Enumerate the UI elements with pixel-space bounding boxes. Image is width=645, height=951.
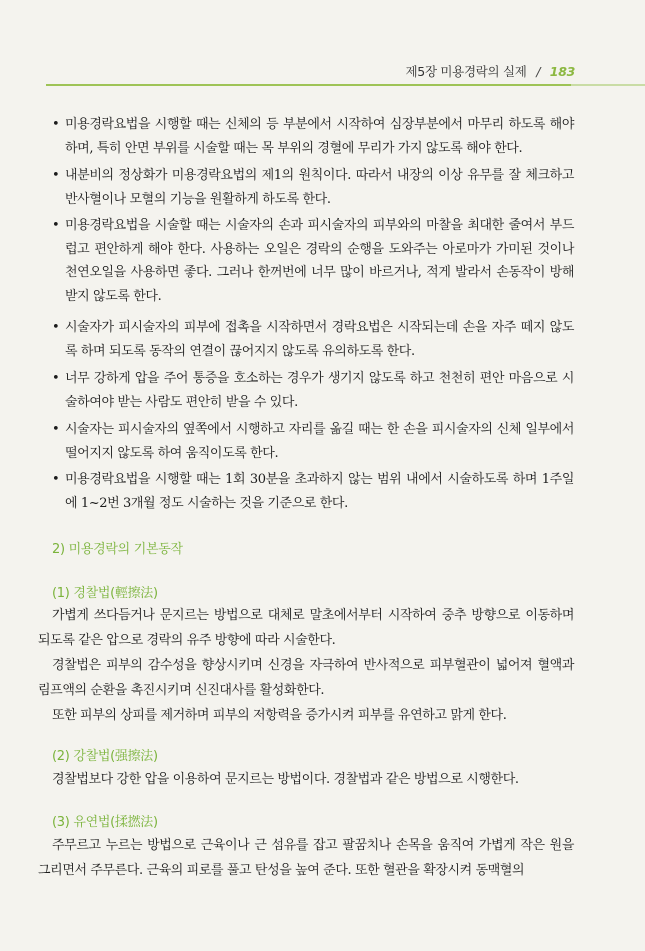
paragraph: 주무르고 누르는 방법으로 근육이나 근 섬유를 잡고 팔꿈치나 손목을 움직여 가볍게 작은 원을 그리면서 주무른다. 근육의 피로를 풀고 탄성을 높여 준다. 또한 혈관을 확장시켜 동맥혈의: [38, 838, 574, 878]
bullet-item: [52, 367, 574, 414]
paragraph: 가볍게 쓰다듬거나 문지르는 방법으로 대체로 말초에서부터 시작하여 중추 방향으로 이동하며 되도록 같은 압으로 경락의 유주 방향에 따라 시술한다.: [38, 608, 574, 648]
bullet-item: [52, 214, 574, 308]
bullet-text: 내분비의 정상화가 미용경락요법의 제1의 원칙이다. 따라서 내장의 이상 유무를 잘 체크하고 반사혈이나 모혈의 기능을 원활하게 하도록 한다.: [65, 168, 574, 207]
bullet-dot: •: [52, 371, 60, 386]
bullet-text: 미용경락요법을 시행할 때는 신체의 등 부분에서 시작하여 심장부분에서 마무리 하도록 해야 하며, 특히 안면 부위를 시술할 때는 목 부위의 경혈에 무리가 가지 않도록 해야 한다.: [65, 117, 574, 156]
bullet-text: 시술자는 피시술자의 옆쪽에서 시행하고 자리를 옮길 때는 한 손을 피시술자의 신체 일부에서 떨어지지 않도록 하여 움직이도록 한다.: [65, 422, 574, 461]
bullet-dot: •: [52, 218, 60, 233]
running-head: [406, 62, 575, 80]
section-title: 2) 미용경락의 기본동작: [52, 542, 183, 557]
subsection-title: (2) 강찰법(强擦法): [52, 749, 158, 764]
bullet-dot: •: [52, 168, 60, 183]
chapter-title: 제5장 미용경락의 실제: [405, 64, 527, 79]
bullet-text: 시술자가 피시술자의 피부에 접촉을 시작하면서 경락요법은 시작되는데 손을 자주 떼지 않도록 하며 되도록 동작의 연결이 끊어지지 않도록 유의하도록 한다.: [65, 320, 574, 359]
paragraph: 경찰법보다 강한 압을 이용하여 문지르는 방법이다. 경찰법과 같은 방법으로 시행한다.: [52, 772, 519, 787]
bullet-dot: •: [52, 117, 60, 132]
bullet-dot: •: [52, 320, 60, 335]
bullet-dot: •: [52, 472, 60, 487]
paragraph: 경찰법은 피부의 감수성을 향상시키며 신경을 자극하여 반사적으로 피부혈관이 넓어져 혈액과 림프액의 순환을 촉진시키며 신진대사를 활성화한다.: [38, 658, 574, 698]
header-rule: [46, 84, 571, 86]
bullet-dot: •: [52, 422, 60, 437]
page-number: 183: [549, 64, 575, 79]
subsection-title: (3) 유연법(揉撚法): [52, 815, 158, 830]
bullet-item: [52, 418, 574, 465]
paragraph: 또한 피부의 상피를 제거하며 피부의 저항력을 증가시켜 피부를 유연하고 맑게 한다.: [52, 708, 507, 723]
bullet-text: 너무 강하게 압을 주어 통증을 호소하는 경우가 생기지 않도록 하고 천천히 편안 마음으로 시술하여야 받는 사람도 편안히 받을 수 있다.: [65, 371, 574, 410]
bullet-item: [52, 316, 574, 363]
bullet-item: [52, 113, 574, 160]
header-separator: /: [536, 64, 541, 79]
bullet-text: 미용경락요법을 시술할 때는 시술자의 손과 피시술자의 피부와의 마찰을 최대한 줄여서 부드럽고 편안하게 해야 한다. 사용하는 오일은 경락의 순행을 도와주는 아로마가 가미된 것이나 천연오일을 사용하면 좋다. 그러나 한꺼번에 너무 많이 바르거나, 적게 발라서 손동작이 방해받지 않도록 한다.: [65, 218, 574, 304]
subsection-title: (1) 경찰법(輕擦法): [52, 586, 158, 601]
bullet-item: [52, 164, 574, 211]
bullet-text: 미용경락요법을 시행할 때는 1회 30분을 초과하지 않는 범위 내에서 시술하도록 하며 1주일에 1~2번 3개월 정도 시술하는 것을 기준으로 한다.: [65, 472, 574, 511]
header-rule-tail: [571, 84, 645, 86]
bullet-item: [52, 468, 574, 515]
